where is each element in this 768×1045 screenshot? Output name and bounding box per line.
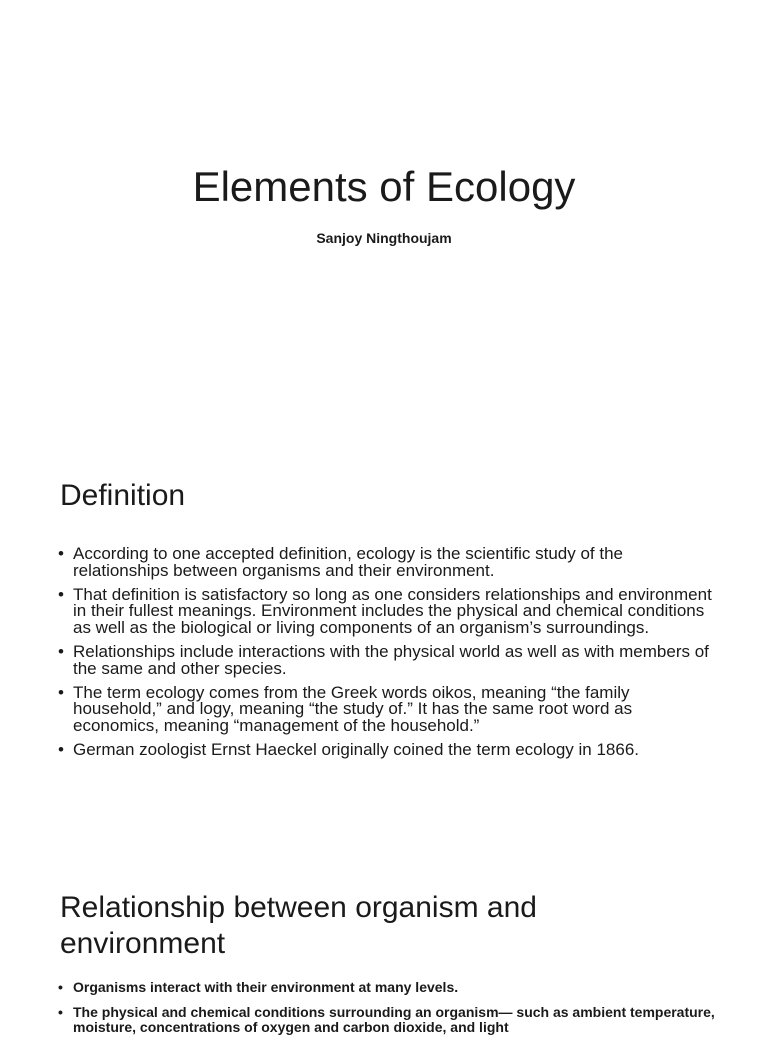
bullet-text: Organisms interact with their environment at many levels. [73,979,459,995]
bullet-text: The term ecology comes from the Greek words oikos, meaning “the family household,” and logy, meaning “the study of.” It has the same root word as economics, meaning “management of the household.” [73,682,633,736]
bullet-icon: • [58,544,64,563]
bullet-item [58,1005,718,1035]
bullet-text: That definition is satisfactory so long as one considers relationships and environment in their fullest meanings. Environment includes the physical and chemical conditions as well as the biological or living components of an organism’s surroundings. [73,584,712,638]
bullet-icon: • [58,1004,63,1020]
bullet-item [58,546,718,580]
slide-heading: Relationship between organism and environment [60,891,537,960]
bullet-list [58,980,718,1045]
bullet-text: German zoologist Ernst Haeckel originally coined the term ecology in 1866. [73,739,640,759]
bullet-icon: • [58,584,64,604]
bullet-item [58,584,718,638]
bullet-icon: • [58,682,64,702]
slide-heading: Definition [60,479,186,512]
bullet-item [58,641,718,678]
author-name: Sanjoy Ningthoujam [316,230,452,246]
bullet-text: Relationships include interactions with the physical world as well as with members of the same and other species. [73,641,709,678]
bullet-icon: • [58,641,64,661]
bullet-icon: • [58,979,63,995]
bullet-item [58,682,718,736]
presentation-title: Elements of Ecology [192,163,576,210]
bullet-icon: • [58,739,64,759]
bullet-list [58,546,718,766]
bullet-text: The physical and chemical conditions surrounding an organism— such as ambient temperature, moisture, concentrations of oxygen and carbon dioxide, and light [73,1004,715,1035]
title-slide [0,0,768,432]
definition-slide [0,432,768,864]
bullet-item [58,739,718,759]
relationship-slide [0,864,768,1035]
bullet-item [58,980,718,995]
bullet-text: According to one accepted definition, ecology is the scientific study of the relationships between organisms and their environment. [73,544,623,580]
